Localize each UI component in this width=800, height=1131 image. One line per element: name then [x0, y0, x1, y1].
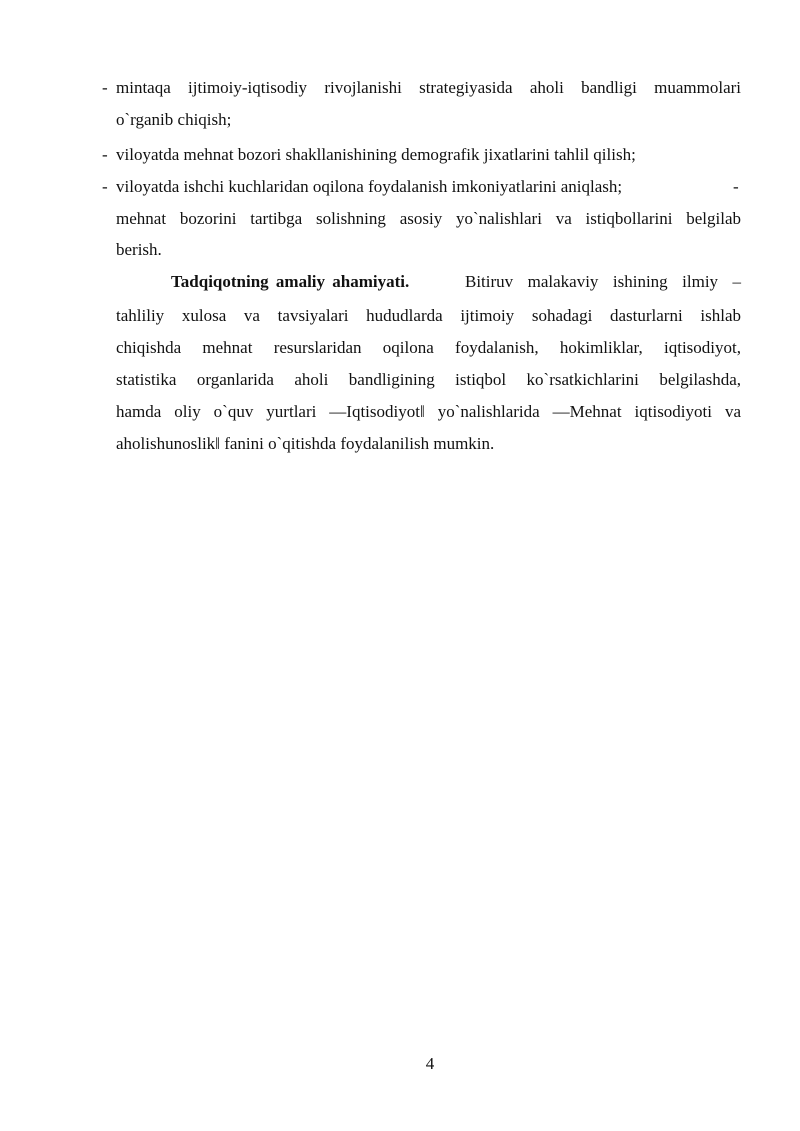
list-marker: -	[102, 78, 108, 97]
list-item-3-line-1: viloyatda ishchi kuchlaridan oqilona foydalanish imkoniyatlarini aniqlash;	[116, 177, 623, 196]
list-trailing-marker: -	[733, 177, 739, 196]
paragraph-line: tahliliy xulosa va tavsiyalari hududlarda ijtimoiy sohadagi dasturlarni ishlab	[116, 306, 741, 325]
paragraph-line: statistika organlarida aholi bandligining istiqbol ko`rsatkichlarini belgilashda,	[116, 370, 741, 389]
list-item-1-line-2: o`rganib chiqish;	[116, 110, 232, 129]
paragraph-heading: Tadqiqotning amaliy ahamiyati.	[171, 272, 410, 291]
paragraph-line-last: aholishunoslik‖ fanini o`qitishda foydalanilish mumkin.	[116, 434, 495, 453]
paragraph-line: chiqishda mehnat resurslaridan oqilona foydalanish, hokimliklar, iqtisodiyot,	[116, 338, 741, 357]
page-number: 4	[425, 1054, 435, 1073]
list-marker: -	[102, 177, 108, 196]
list-item-3-line-2: mehnat bozorini tartibga solishning asosiy yo`nalishlari va istiqbollarini belgilab	[116, 209, 741, 228]
list-item-2-line-1: viloyatda mehnat bozori shakllanishining demografik jixatlarini tahlil qilish;	[116, 145, 636, 164]
list-item-3-line-3: berish.	[116, 240, 162, 259]
list-marker: -	[102, 145, 108, 164]
paragraph-first-line-rest: Bitiruv malakaviy ishining ilmiy –	[465, 272, 741, 291]
list-item-1-line-1: mintaqa ijtimoiy-iqtisodiy rivojlanishi strategiyasida aholi bandligi muammolari	[116, 78, 741, 97]
paragraph-line: hamda oliy o`quv yurtlari ―Iqtisodiyot‖ yo`nalishlarida ―Mehnat iqtisodiyoti va	[116, 402, 741, 421]
